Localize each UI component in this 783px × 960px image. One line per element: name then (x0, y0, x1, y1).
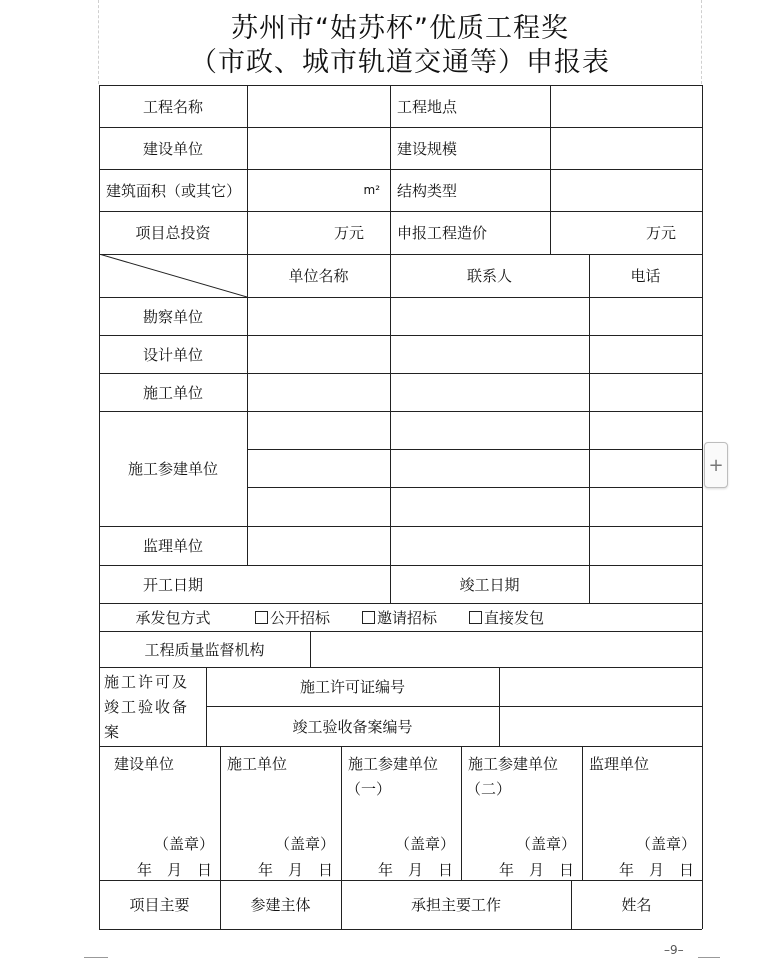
label-name: 姓名 (621, 896, 652, 914)
page-margin-right (701, 0, 702, 84)
label-record-number: 竣工验收备案编号 (292, 717, 413, 736)
seal-name: 建设单位 (114, 755, 175, 773)
input-completion-date[interactable] (590, 566, 701, 602)
input-survey-unit-name[interactable] (248, 298, 389, 334)
seal-participant-two[interactable] (462, 747, 582, 879)
label-total-investment: 项目总投资 (135, 224, 211, 242)
seal-supervision-unit[interactable] (583, 747, 702, 879)
input-design-contact[interactable] (391, 336, 588, 372)
plus-icon: + (708, 454, 724, 476)
seal-name: 施工单位 (227, 755, 288, 773)
label-quality-agency: 工程质量监督机构 (144, 640, 265, 659)
label-construction-unit: 建设单位 (142, 139, 203, 158)
input-building-area[interactable] (247, 169, 390, 211)
label-participant-subject: 参建主体 (250, 896, 311, 914)
option-direct-award[interactable]: 直接发包 (469, 607, 544, 628)
form-title-line2: （市政、城市轨道交通等）申报表 (190, 47, 610, 78)
option-invited-bidding[interactable]: 邀请招标 (362, 607, 437, 628)
label-permit-number: 施工许可证编号 (299, 678, 405, 696)
seal-date: 年 月 日 (136, 861, 212, 879)
page-margin-left (98, 0, 99, 84)
header-phone: 电话 (630, 267, 661, 285)
label-permit-record: 施工许可及竣工验收备案 (104, 673, 190, 741)
input-permit-number[interactable] (500, 668, 701, 705)
label-participant-unit: 施工参建单位 (127, 460, 218, 478)
label-survey-unit: 勘察单位 (142, 307, 203, 326)
input-survey-contact[interactable] (391, 298, 588, 334)
header-contact: 联系人 (466, 267, 512, 285)
input-total-investment[interactable] (247, 211, 390, 254)
input-quality-agency[interactable] (311, 632, 701, 666)
input-construction-scale[interactable] (550, 127, 702, 169)
page-footer-rule (84, 957, 108, 958)
label-supervision-unit: 监理单位 (142, 537, 203, 555)
seal-stamp: （盖章） (153, 835, 214, 853)
checkbox-direct-award[interactable] (469, 611, 482, 624)
input-structure-type[interactable] (550, 169, 702, 211)
input-survey-phone[interactable] (590, 298, 701, 334)
label-main-project: 项目主要 (129, 896, 190, 914)
label-declared-cost: 申报工程造价 (397, 224, 488, 242)
label-project-location: 工程地点 (397, 97, 458, 116)
form-title-line1: 苏州市“姑苏杯”优质工程奖 (231, 13, 569, 44)
seal-stamp: （盖章） (394, 835, 455, 853)
page-number: –9– (664, 943, 684, 957)
label-construction-scale: 建设规模 (397, 139, 458, 158)
diagonal-divider (99, 254, 247, 297)
label-project-name: 工程名称 (142, 97, 203, 116)
seal-name: 施工参建单位 (468, 755, 559, 773)
label-completion-date: 竣工日期 (459, 575, 520, 594)
input-construction-unit[interactable] (247, 127, 390, 169)
seal-sub: （二） (466, 780, 512, 798)
seal-stamp: （盖章） (274, 835, 335, 853)
seal-stamp: （盖章） (635, 835, 696, 853)
seal-builder-unit[interactable] (221, 747, 341, 879)
seal-participant-one[interactable] (342, 747, 461, 879)
label-builder-unit: 施工单位 (142, 383, 203, 402)
checkbox-open-bidding[interactable] (255, 611, 268, 624)
checkbox-invited-bidding[interactable] (362, 611, 375, 624)
investment-unit: 万元 (333, 224, 364, 242)
label-contract-method: 承发包方式 (135, 608, 211, 627)
input-project-location[interactable] (550, 85, 702, 127)
seal-construction-unit[interactable] (100, 747, 220, 879)
label-main-work: 承担主要工作 (410, 896, 501, 914)
label-start-date: 开工日期 (142, 575, 203, 594)
cost-unit: 万元 (645, 224, 676, 242)
seal-date: 年 月 日 (377, 861, 453, 879)
input-design-unit-name[interactable] (248, 336, 389, 372)
input-start-date[interactable] (248, 566, 389, 602)
seal-date: 年 月 日 (257, 861, 333, 879)
seal-name: 施工参建单位 (348, 755, 439, 773)
area-unit: m² (363, 183, 380, 197)
input-record-number[interactable] (500, 707, 701, 745)
header-unit-name: 单位名称 (288, 267, 349, 285)
label-building-area: 建筑面积（或其它） (106, 181, 242, 200)
option-open-bidding[interactable]: 公开招标 (255, 607, 330, 628)
input-builder-contact[interactable] (391, 374, 588, 410)
input-declared-cost[interactable] (550, 211, 702, 254)
seal-date: 年 月 日 (498, 861, 574, 879)
label-design-unit: 设计单位 (142, 345, 203, 364)
input-builder-unit-name[interactable] (248, 374, 389, 410)
seal-name: 监理单位 (589, 755, 650, 773)
seal-date: 年 月 日 (618, 861, 694, 879)
contract-options (255, 603, 695, 631)
add-row-button[interactable] (704, 442, 728, 488)
input-project-name[interactable] (247, 85, 390, 127)
input-builder-phone[interactable] (590, 374, 701, 410)
seal-stamp: （盖章） (515, 835, 576, 853)
page-footer-rule-right (698, 957, 720, 958)
seal-sub: （一） (346, 780, 392, 798)
label-structure-type: 结构类型 (397, 181, 458, 200)
input-design-phone[interactable] (590, 336, 701, 372)
